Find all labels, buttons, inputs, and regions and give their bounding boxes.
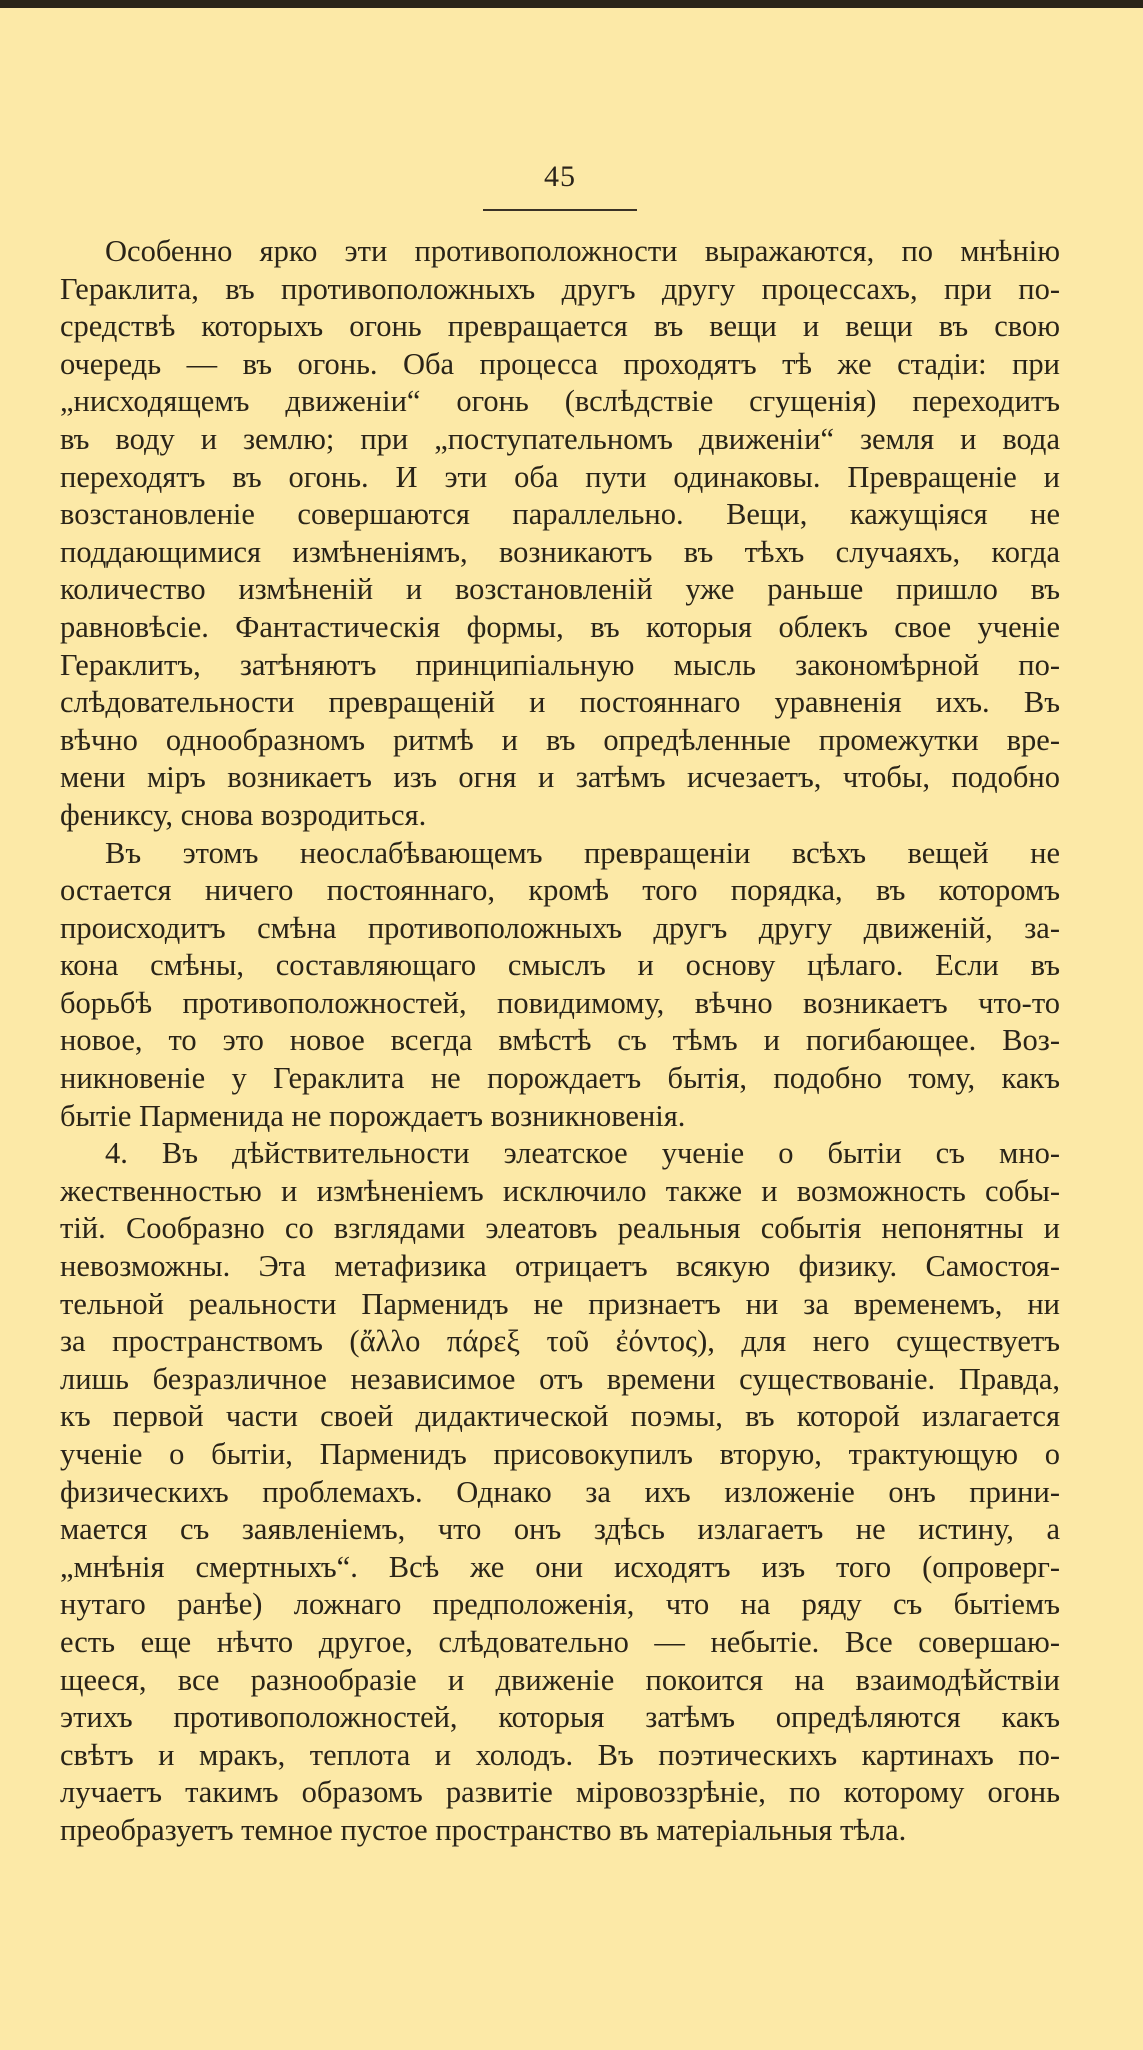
text-line: лишь безразличное независимое отъ времени существованіе. Правда, [60, 1361, 1060, 1396]
text-line: новое, то это новое всегда вмѣстѣ съ тѣмъ и погибающее. Воз- [60, 1023, 1060, 1058]
paragraph-3 [60, 1135, 1060, 1849]
text-line: свѣтъ и мракъ, теплота и холодъ. Въ поэтическихъ картинахъ по- [60, 1737, 1060, 1772]
text-line: физическихъ проблемахъ. Однако за ихъ изложеніе онъ прини- [60, 1474, 1060, 1509]
text-line: фениксу, снова возродиться. [60, 797, 427, 832]
text-line: равновѣсіе. Фантастическія формы, въ которыя облекъ свое ученіе [60, 609, 1060, 644]
text-line: возстановленіе совершаются параллельно. Вещи, кажущіяся не [60, 497, 1060, 532]
text-line: мается съ заявленіемъ, что онъ здѣсь излагаетъ не истину, а [60, 1512, 1060, 1547]
text-line: Особенно ярко эти противоположности выражаются, по мнѣнію [105, 234, 1060, 268]
paragraph-2 [60, 835, 1060, 1136]
body-text [60, 233, 1060, 1850]
text-line: очередь — въ огонь. Оба процесса проходятъ тѣ же стадіи: при [60, 346, 1060, 381]
text-line: переходятъ въ огонь. И эти оба пути одинаковы. Превращеніе и [60, 459, 1060, 494]
text-line: къ первой части своей дидактической поэмы, въ которой излагается [60, 1399, 1060, 1434]
text-line: невозможны. Эта метафизика отрицаетъ всякую физику. Самостоя- [60, 1249, 1060, 1284]
text-line: жественностью и измѣненіемъ исключило также и возможность собы- [60, 1173, 1060, 1208]
page-top-edge [0, 0, 1143, 8]
text-line: мени міръ возникаетъ изъ огня и затѣмъ исчезаетъ, чтобы, подобно [60, 760, 1060, 795]
text-line: кона смѣны, составляющаго смыслъ и основу цѣлаго. Если въ [60, 948, 1060, 983]
text-line: Въ этомъ неослабѣвающемъ превращеніи всѣхъ вещей не [105, 835, 1060, 870]
text-line: „мнѣнія смертныхъ“. Всѣ же они исходятъ изъ того (опроверг- [60, 1549, 1060, 1584]
text-line: борьбѣ противоположностей, повидимому, вѣчно возникаетъ что-то [60, 985, 1060, 1020]
text-line: остается ничего постояннаго, кромѣ того порядка, въ которомъ [60, 873, 1060, 908]
text-line: „нисходящемъ движеніи“ огонь (вслѣдствіе сгущенія) переходитъ [60, 384, 1060, 419]
text-line: количество измѣненій и возстановленій уже раньше пришло въ [60, 572, 1060, 607]
text-line: поддающимися измѣненіямъ, возникаютъ въ тѣхъ случаяхъ, когда [60, 534, 1060, 569]
text-line: за пространствомъ (ἄλλο πάρεξ τοῦ ἐόντος), для него существуетъ [60, 1324, 1060, 1359]
text-line: никновеніе у Гераклита не порождаетъ бытія, подобно тому, какъ [60, 1061, 1060, 1096]
text-line: этихъ противоположностей, которыя затѣмъ опредѣляются какъ [60, 1700, 1060, 1735]
text-line: Гераклита, въ противоположныхъ другъ другу процессахъ, при по- [60, 271, 1060, 306]
page-number: 45 [544, 160, 576, 193]
text-line: тельной реальности Парменидъ не признаетъ ни за временемъ, ни [60, 1286, 1060, 1321]
text-line: 4. Въ дѣйствительности элеатское ученіе о бытіи съ мно- [105, 1136, 1060, 1171]
text-line: есть еще нѣчто другое, слѣдовательно — небытіе. Все совершаю- [60, 1624, 1060, 1659]
text-line: бытіе Парменида не порождаетъ возникновенія. [60, 1098, 686, 1133]
paragraph-1 [60, 233, 1060, 835]
text-line: щееся, все разнообразіе и движеніе покоится на взаимодѣйствіи [60, 1662, 1060, 1697]
text-line: въ воду и землю; при „поступательномъ движеніи“ земля и вода [60, 421, 1060, 456]
text-line: вѣчно однообразномъ ритмѣ и въ опредѣленные промежутки вре- [60, 722, 1060, 757]
text-line: слѣдовательности превращеній и постояннаго уравненія ихъ. Въ [60, 685, 1060, 720]
text-line: лучаетъ такимъ образомъ развитіе міровоззрѣніе, по которому огонь [60, 1775, 1060, 1810]
text-line: средствѣ которыхъ огонь превращается въ вещи и вещи въ свою [60, 309, 1060, 344]
header-rule [483, 209, 637, 211]
text-line: тій. Сообразно со взглядами элеатовъ реальныя событія непонятны и [60, 1211, 1060, 1246]
text-line: происходитъ смѣна противоположныхъ другъ другу движеній, за- [60, 910, 1060, 945]
text-line: нутаго ранѣе) ложнаго предположенія, что на ряду съ бытіемъ [60, 1587, 1060, 1622]
text-line: Гераклитъ, затѣняютъ принципіальную мысль закономѣрной по- [60, 647, 1060, 682]
text-line: преобразуетъ темное пустое пространство въ матеріальныя тѣла. [60, 1812, 907, 1847]
text-line: ученіе о бытіи, Парменидъ присовокупилъ вторую, трактующую о [60, 1437, 1060, 1471]
